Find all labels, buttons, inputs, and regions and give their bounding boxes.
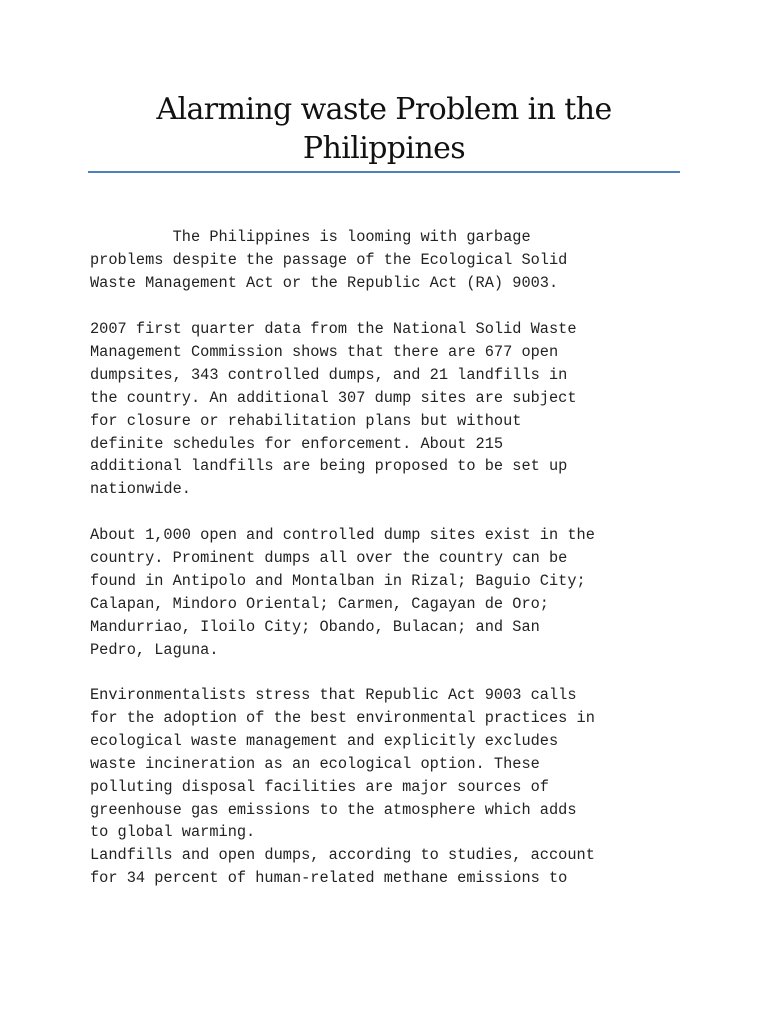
title-line-2: Philippines xyxy=(302,131,466,166)
title-underline-rule xyxy=(88,171,680,173)
title-line-1: Alarming waste Problem in the xyxy=(156,92,612,127)
paragraph-environmentalists: Environmentalists stress that Republic Act 9003 calls for the adoption of the best environmental practices in ecological waste management and explicitly excludes waste incineration as an ecological option. These polluting disposal facilities are major sources of greenhouse gas emissions to the atmosphere which adds to global warming. Landfills and open dumps, according to studies, account for 34 percent of human-related methane emissions to xyxy=(90,686,595,888)
paragraph-2007-data: 2007 first quarter data from the National Solid Waste Management Commission shows that there are 677 open dumpsites, 343 controlled dumps, and 21 landfills in the country. An additional 307 dump sites are subject for closure or rehabilitation plans but without definite schedules for enforcement. About 215 additional landfills are being proposed to be set up nationwide. xyxy=(90,320,577,499)
paragraph-intro: The Philippines is looming with garbage problems despite the passage of the Ecological Solid Waste Management Act or the Republic Act (RA) 9003. xyxy=(90,228,568,292)
document-title xyxy=(88,90,680,168)
paragraph-dump-sites: About 1,000 open and controlled dump sites exist in the country. Prominent dumps all over the country can be found in Antipolo and Montalban in Rizal; Baguio City; Calapan, Mindoro Oriental; Carmen, Cagayan de Oro; Mandurriao, Iloilo City; Obando, Bulacan; and San Pedro, Laguna. xyxy=(90,526,595,659)
